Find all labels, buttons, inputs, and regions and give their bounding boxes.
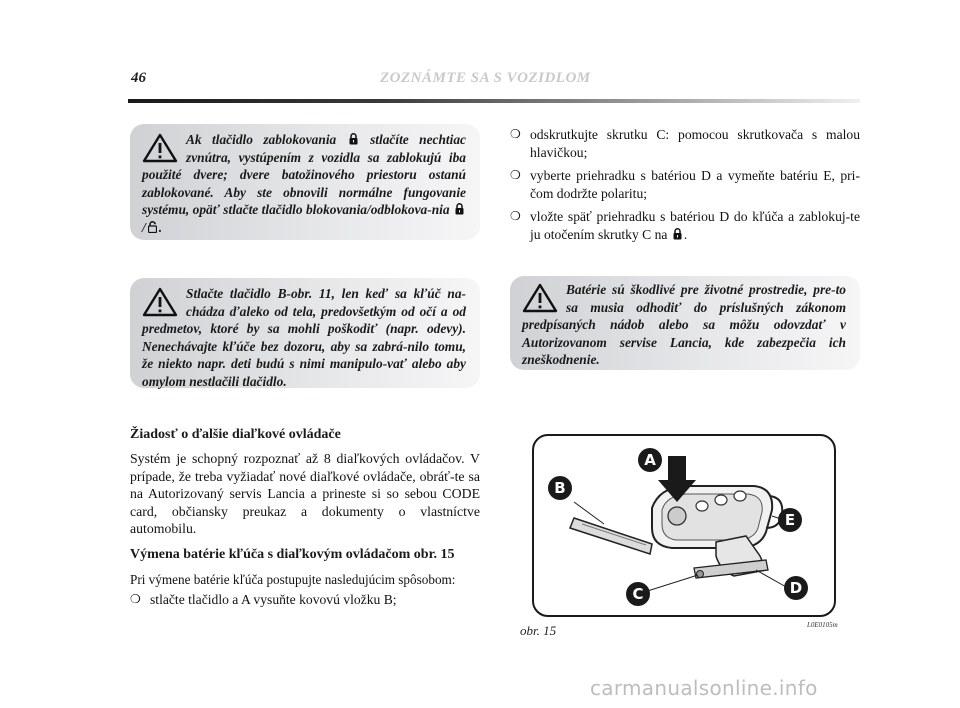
warning-box-battery-disposal — [510, 276, 860, 370]
list-item — [130, 592, 480, 608]
figure-label-d: D — [789, 579, 803, 597]
bullet-marker: ❍ — [130, 592, 141, 606]
warning-box-key-button — [130, 278, 480, 388]
warning-text-end: . — [158, 219, 163, 235]
warning-text-part2: stlačíte nechtiac zvnútra, vystúpením z vozidla sa zablokujú iba použité dvere; dvere batožinového priestoru ostanú zablokované. Aby ste obnovili normálne fungovanie systému, opäť stlačte tlačidlo blokovania/odblokova-nia — [142, 132, 466, 218]
warning-text: Batérie sú škodlivé pre životné prostredie, pre-to sa musia odhodiť do príslušných zákonom predpísaných nádob alebo sa môžu odovzdať v Autorizovanom servise Lancia, kde zabezpečia ich zneškodnenie. — [522, 282, 846, 368]
warning-triangle-icon — [142, 133, 178, 163]
list-item — [510, 208, 860, 243]
list-item — [510, 167, 860, 202]
header-divider — [128, 99, 860, 103]
lock-icon — [349, 133, 358, 145]
figure-caption: obr. 15 — [520, 623, 557, 638]
list-item-text: odskrutkujte skrutku C: pomocou skrutkovača s malou hlavičkou; — [530, 127, 860, 160]
battery-steps-list — [510, 126, 860, 249]
section-paragraph: Pri výmene batérie kľúča postupujte nasledujúcim spôsobom: — [130, 572, 456, 587]
figure-label-a: A — [644, 451, 656, 469]
warning-box-lock — [130, 124, 480, 240]
list-item-text: stlačte tlačidlo a A vysuňte kovovú vložku B; — [150, 592, 397, 607]
bullet-marker: ❍ — [510, 168, 521, 182]
figure-label-b: B — [554, 479, 566, 497]
warning-text-part1: Ak tlačidlo zablokovania — [186, 132, 337, 147]
bullet-marker: ❍ — [510, 127, 521, 141]
page-header-title: ZOZNÁMTE SA S VOZIDLOM — [380, 70, 591, 86]
lock-icon — [673, 228, 682, 240]
section-title-battery-replacement: Výmena batérie kľúča s diaľkovým ovládačom obr. 15 — [130, 547, 455, 562]
key-figure — [532, 434, 836, 617]
list-item-text: vložte späť priehradku s batériou D do kľúča a zablokuj-te ju otočením skrutky C na — [530, 209, 860, 242]
warning-triangle-icon — [142, 287, 178, 317]
warning-triangle-icon — [522, 283, 558, 313]
figure-code: L0E0105m — [807, 621, 838, 629]
list-item — [510, 126, 860, 161]
warning-slash: / — [142, 219, 146, 235]
warning-text: Stlačte tlačidlo B-obr. 11, len keď sa kľúč na-chádza ďaleko od tela, predovšetkým od očí a od predmetov, ktoré by sa mohli poškodiť (napr. odevy). Nenechávajte kľúče bez dozoru, aby sa zabrá-nilo tomu, že niekto napr. deti budú s nimi manipulo-vať alebo aby omylom nestlačili tlačidlo. — [142, 286, 466, 389]
section-title-remote-request: Žiadosť o ďalšie diaľkové ovládače — [130, 427, 341, 442]
figure-label-e: E — [784, 511, 796, 529]
unlock-icon — [148, 221, 157, 233]
lock-icon — [455, 203, 464, 215]
section-paragraph: Systém je schopný rozpoznať až 8 diaľkových ovládačov. V prípade, že treba vyžiadať nové diaľkové ovládače, obráť-te sa na Autorizovaný servis Lancia a prineste si so sebou CODE card, občiansky preukaz a dokumenty o vlastníctve automobilu. — [130, 451, 480, 537]
key-illustration — [534, 436, 834, 615]
list-item-end: . — [683, 226, 688, 242]
page-number: 46 — [131, 70, 146, 86]
watermark-text: carmanualsonline.info — [590, 676, 818, 700]
figure-label-c: C — [632, 585, 644, 603]
bullet-marker: ❍ — [510, 209, 521, 223]
list-item-text: vyberte priehradku s batériou D a vymeňte batériu E, pri-čom dodržte polaritu; — [530, 168, 860, 201]
